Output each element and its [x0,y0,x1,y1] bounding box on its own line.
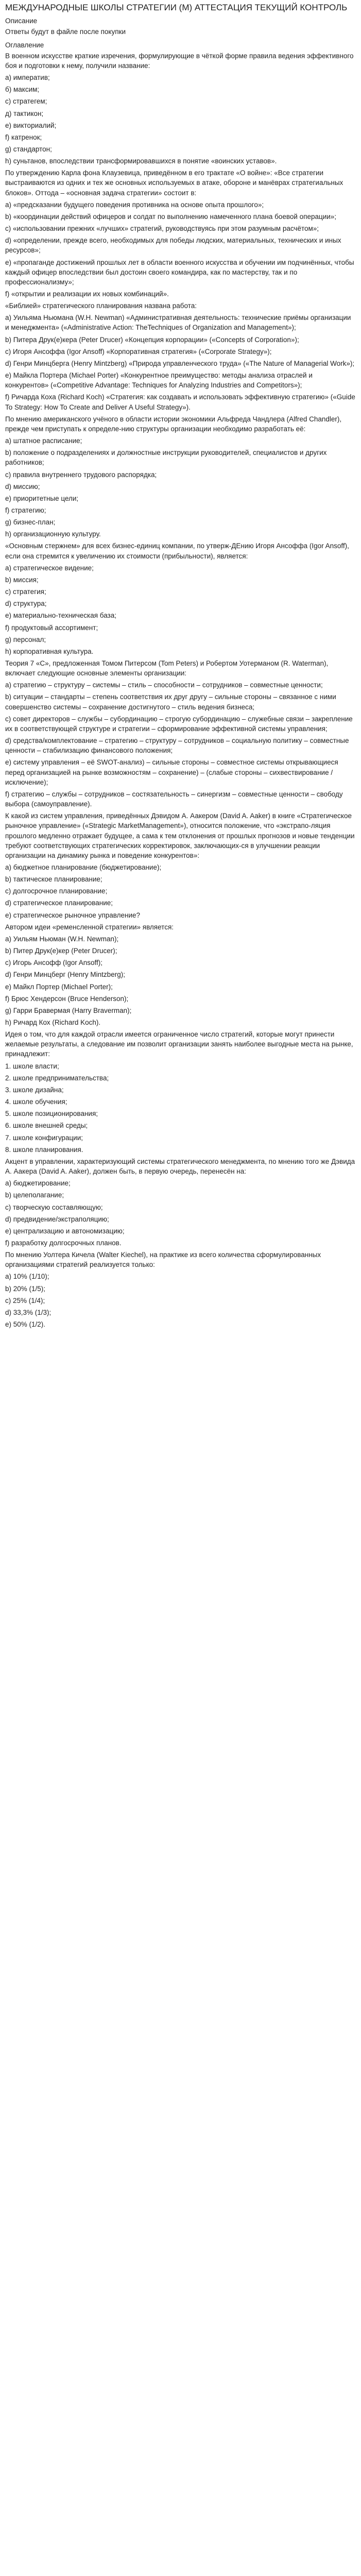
document-paragraph: b) миссия; [5,575,39,584]
document-paragraph: e) Майкл Портер (Michael Porter); [5,982,113,991]
document-paragraph: e) материально-техническая база; [5,612,116,620]
document-paragraph: h) организационную культуру. [5,530,101,538]
document-paragraph: c) Игоря Ансоффа (Igor Ansoff) «Корпоративная стратегия» («Corporate Strategy»); [5,347,272,355]
document-paragraph: c) стратегия; [5,588,46,596]
document-paragraph: c) правила внутреннего трудового распорядка; [5,470,157,479]
document-paragraph: е) викториалий; [5,121,57,129]
document-paragraph: а) 10% (1/10); [5,1273,49,1281]
document-paragraph: e) 50% (1/2). [5,1320,46,1329]
document-paragraph: а) бюджетирование; [5,1179,71,1188]
document-paragraph: e) централизацию и автономизацию; [5,1227,125,1235]
document-paragraph: f) «открытии и реализации их новых комбинаций». [5,290,169,298]
document-paragraph: b) «координации действий офицеров и солдат по выполнению намеченного плана боевой операции»; [5,212,337,221]
document-paragraph: а) Уильяма Ньюмана (W.H. Newman) «Административная деятельность: технические приёмы организации и менеджмента» («Administrative Action: TheTechniques of Organization and Management»); [5,314,351,332]
document-paragraph: В военном искусстве краткие изречения, формулирующие в чёткой форме правила ведения эффективного боя и подготовки к нему, получили название: [5,52,354,70]
description-text: Ответы будут в файле после покупки [5,28,126,36]
document-paragraph: 7. школе конфигурации; [5,1133,83,1142]
document-paragraph: f) Брюс Хендерсон (Bruce Henderson); [5,994,129,1003]
document-paragraph: g) персонал; [5,635,46,643]
document-paragraph: а) стратегическое видение; [5,564,94,572]
document-paragraph: g) Гарри Бравермая (Harry Braverman); [5,1006,132,1014]
document-paragraph: Теория 7 «С», предложенная Томом Питерсом (Tom Peters) и Робертом Уотерманом (R. Waterman), включает следующие основные элементы организации: [5,659,329,677]
document-paragraph: «Основным стержнем» для всех бизнес-единиц компании, по утверж-ДЕнию Игоря Ансоффа (Igor Ansoff), если она стремится к увеличению их стоимости (прибыльности), является: [5,542,349,560]
document-paragraph: f) продуктовый ассортимент; [5,623,98,632]
document-paragraph: d) средства/комплектование – стратегию – структуру – сотрудников – социальную политику – совместные ценности – стабилизацию финансового положения; [5,737,349,755]
document-paragraph: f) стратегию – службы – сотрудников – состязательность – синергизм – совместные ценности – свободу выбора (самоуправление). [5,790,343,808]
document-paragraph: b) ситуации – стандарты – степень соответствия их друг другу – сильные стороны – связанное с ними совершенство системы – сохранение достигнутого – стиль ведения бизнеса; [5,693,336,711]
document-paragraph: Автором идеи «ременсленной стратегии» является: [5,923,174,931]
document-paragraph: c) 25% (1/4); [5,1296,45,1304]
document-paragraph: 3. школе дизайна; [5,1086,64,1094]
document-paragraph: К какой из систем управления, приведённых Дэвидом А. Аакером (David A. Aaker) в книге «Стратегическое рыночное управление» («Strategic MarketManagement»), относится положение, что «экстрапо-ляция прошлого медленно отражает будущее, а сама к тем отклонения от прошлых прогнозов и новые тенденции требуют соответствующих стратегических корректировок, заключающих-ся в улучшении реакции организации на динамику рынка и поведение конкурентов»: [5,812,355,859]
document-paragraph: б) максим; [5,86,40,94]
document-paragraph: а) «предсказании будущего поведения противника на основе опыта прошлого»; [5,200,264,209]
document-paragraph: с) стратегем; [5,97,47,106]
document-paragraph: h) Ричард Кох (Richard Koch). [5,1019,101,1026]
document-paragraph: f) катренок; [5,133,42,141]
description-label: Описание [5,17,38,25]
document-paragraph: 1. школе власти; [5,1062,59,1070]
document-paragraph: 5. школе позиционирования; [5,1110,98,1118]
document-paragraph: d) 33,3% (1/3); [5,1308,51,1316]
document-paragraph: По мнению американского учёного в области истории экономики Альфреда Чандлера (Alfred Chandler), прежде чем приступать к определе-нию структуры организации необходимо разработать её: [5,415,342,433]
document-paragraph: c) совет директоров – службы – субординацию – строгую субординацию – служебные связи – закрепление их в соответствующей структуре и стратегии – сформирование эффективной системы управления; [5,715,353,733]
document-paragraph: e) «пропаганде достижений прошлых лет в области военного искусства и обучении им подчинённых, чтобы каждый офицер впоследствии был достоин своего командира, как по мастерству, так и по профессионализму»; [5,258,354,286]
document-paragraph: b) Питера Друк(е)кера (Peter Drucer) «Концепция корпорации» («Concepts of Corporation»); [5,335,299,344]
document-paragraph: По утверждению Карла фона Клаузевица, приведённом в его трактате «О войне»: «Все стратегии выстраиваются из одних и тех же основных используемых в атаке, обороне и манёврах стратегиальных блоков». Оттода – «основная задача стратегии» состоит в: [5,169,343,197]
document-paragraph: g) бизнес-план; [5,518,56,527]
document-paragraph: c) творческую составляющую; [5,1203,103,1211]
document-paragraph: а) Уильям Ньюман (W.H. Newman); [5,935,119,943]
document-paragraph: g) стандартон; [5,145,52,153]
page-title: МЕЖДУНАРОДНЫЕ ШКОЛЫ СТРАТЕГИИ (М) АТТЕСТАЦИЯ ТЕКУЩИЙ КОНТРОЛЬ [5,3,348,12]
document-paragraph: h) суньтанов, впоследствии трансформировавшихся в понятие «воинских уставов». [5,157,277,165]
document-paragraph: d) Генри Минцберга (Henry Mintzberg) «Природа управленческого труда» («The Nature of Managerial Work»); [5,359,355,367]
document-paragraph: f) стратегию; [5,506,46,514]
document-paragraph: «Библией» стратегического планирования названа работа: [5,302,197,310]
document-paragraph: Идея о том, что для каждой отрасли имеется ограниченное число стратегий, которые могут принести желаемые результаты, а следование им позволит организации занять наиболее выгодные места на рынке, принадлежит: [5,1030,353,1058]
document-paragraph: c) Игорь Ансофф (Igor Ansoff); [5,959,102,967]
document-paragraph: д) тактикон; [5,109,44,117]
document-paragraph: d) предвидение/экстраполяцию; [5,1215,109,1223]
document-paragraph: b) положение о подразделениях и должностные инструкции руководителей, специалистов и других работников; [5,449,327,467]
document-paragraph: c) «использовании прежних «лучших» стратегий, руководствуясь при этом разумным расчётом»; [5,225,319,233]
document-paragraph: b) целеполагание; [5,1191,64,1199]
document-paragraph: d) «определении, прежде всего, необходимых для победы людских, материальных, технических и иных ресурсов»; [5,236,341,255]
document-paragraph: а) императив; [5,74,50,82]
document-paragraph: 8. школе планирования. [5,1145,83,1154]
document-paragraph: b) Питер Друк(е)кер (Peter Drucer); [5,947,117,955]
document-paragraph: По мнению Уолтера Кичела (Walter Kiechel), на практике из всего количества сформулированных организациями стратегий реализуется только: [5,1251,321,1269]
document-paragraph: b) тактическое планирование; [5,875,102,884]
document-paragraph: e) Майкла Портера (Michael Porter) «Конкурентное преимущество: методы анализа отраслей и конкурентов» («Competitive Advantage: Techniques for Analyzing Industries and Competitors»); [5,371,313,389]
document-paragraph: e) стратегическое рыночное управление? [5,911,140,919]
document-paragraph: f) разработку долгосрочных планов. [5,1239,122,1247]
document-paragraph: d) стратегическое планирование; [5,899,113,907]
document-paragraph: h) корпоративная культура. [5,647,94,655]
document-paragraph: а) штатное расписание; [5,437,82,445]
document-paragraph: а) бюджетное планирование (бюджетирование); [5,863,162,871]
document-paragraph: d) Генри Минцберг (Henry Mintzberg); [5,971,125,979]
document-paragraph: e) приоритетные цели; [5,494,79,502]
document-paragraph: b) 20% (1/5); [5,1284,46,1293]
document-paragraph: а) стратегию – структуру – системы – стиль – способности – сотрудников – совместные ценности; [5,681,323,689]
document-paragraph: Акцент в управлении, характеризующий системы стратегического менеджмента, по мнению того же Дэвида А. Аакера (David A. Aaker), должен быть, в первую очередь, перенесён на: [5,1157,355,1176]
document-paragraph: 2. школе предпринимательства; [5,1074,109,1082]
document-body [5,51,356,1330]
toc-label: Оглавление [5,41,44,49]
document-paragraph: d) миссию; [5,482,40,490]
document-paragraph: e) систему управления – её SWOT-анализ) – сильные стороны – совместное системы открывающиеся перед организацией на рынке возможностям – сохранение) – (слабые стороны – сихвествирование / исключение); [5,758,338,786]
document-paragraph: d) структура; [5,600,47,608]
document-paragraph: 6. школе внешней среды; [5,1122,88,1130]
document-paragraph: 4. школе обучения; [5,1098,67,1106]
document-paragraph: c) долгосрочное планирование; [5,887,108,895]
document-paragraph: f) Ричарда Коха (Richard Koch) «Стратегия: как создавать и использовать эффективную стратегию» («Guide To Strategy: How To Create and Deliver A Useful Strategy»). [5,393,355,411]
